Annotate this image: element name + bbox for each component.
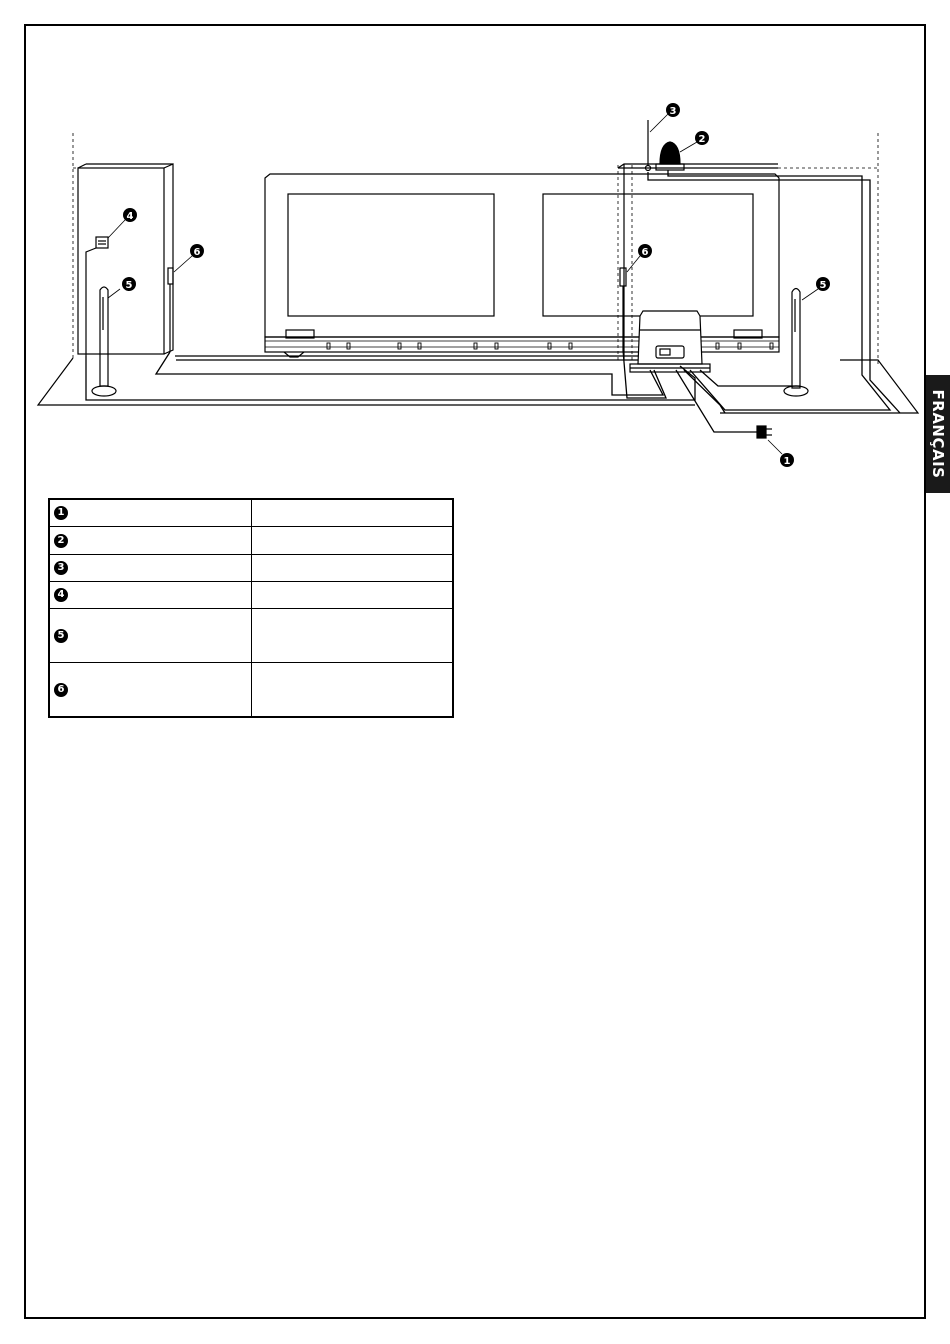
antenna xyxy=(646,120,651,171)
legend-number: 6 xyxy=(54,683,68,697)
legend-value-cell xyxy=(252,582,452,608)
legend-value-cell xyxy=(252,663,452,716)
callout-leaders xyxy=(108,114,818,454)
gear-motor xyxy=(630,311,710,372)
language-tab xyxy=(926,375,950,493)
power-plug xyxy=(757,426,772,438)
right-safety-edge xyxy=(620,268,626,350)
left-pillar xyxy=(78,164,173,354)
legend-row xyxy=(50,555,452,582)
right-photocell-post xyxy=(784,289,808,397)
svg-text:6: 6 xyxy=(193,247,201,258)
legend-value-cell xyxy=(252,500,452,526)
svg-text:1: 1 xyxy=(783,456,791,467)
callout-4 xyxy=(123,208,137,222)
language-tab-label: FRANÇAIS xyxy=(929,389,947,479)
legend-key-cell xyxy=(50,527,252,554)
ground-plane xyxy=(38,356,918,413)
legend-row xyxy=(50,527,452,555)
legend-row xyxy=(50,663,452,716)
legend-number: 5 xyxy=(54,629,68,643)
svg-text:4: 4 xyxy=(126,211,134,222)
callout-5-right xyxy=(816,277,830,291)
sliding-gate xyxy=(265,174,779,357)
svg-text:3: 3 xyxy=(669,106,677,117)
cable-runs xyxy=(86,170,900,432)
legend-value-cell xyxy=(252,555,452,581)
left-photocell-post xyxy=(92,287,116,396)
legend-number: 1 xyxy=(54,506,68,520)
svg-text:2: 2 xyxy=(698,134,706,145)
svg-text:6: 6 xyxy=(641,247,649,258)
svg-text:5: 5 xyxy=(125,280,133,291)
callout-6-left xyxy=(190,244,204,258)
legend-row xyxy=(50,609,452,663)
callout-5-left xyxy=(122,277,136,291)
legend-number: 4 xyxy=(54,588,68,602)
installation-diagram xyxy=(0,0,950,480)
legend-key-cell xyxy=(50,609,252,662)
key-selector xyxy=(86,237,108,356)
legend-number: 3 xyxy=(54,561,68,575)
legend-table xyxy=(48,498,454,718)
callout-3 xyxy=(666,103,680,117)
legend-key-cell xyxy=(50,500,252,526)
callout-2 xyxy=(695,131,709,145)
legend-number: 2 xyxy=(54,534,68,548)
legend-key-cell xyxy=(50,663,252,716)
legend-key-cell xyxy=(50,555,252,581)
left-safety-edge xyxy=(168,268,173,352)
legend-value-cell xyxy=(252,609,452,662)
svg-text:5: 5 xyxy=(819,280,827,291)
callout-6-right xyxy=(638,244,652,258)
legend-row xyxy=(50,500,452,527)
legend-row xyxy=(50,582,452,609)
legend-key-cell xyxy=(50,582,252,608)
flashing-light xyxy=(656,142,684,170)
callout-1 xyxy=(780,453,794,467)
legend-value-cell xyxy=(252,527,452,554)
